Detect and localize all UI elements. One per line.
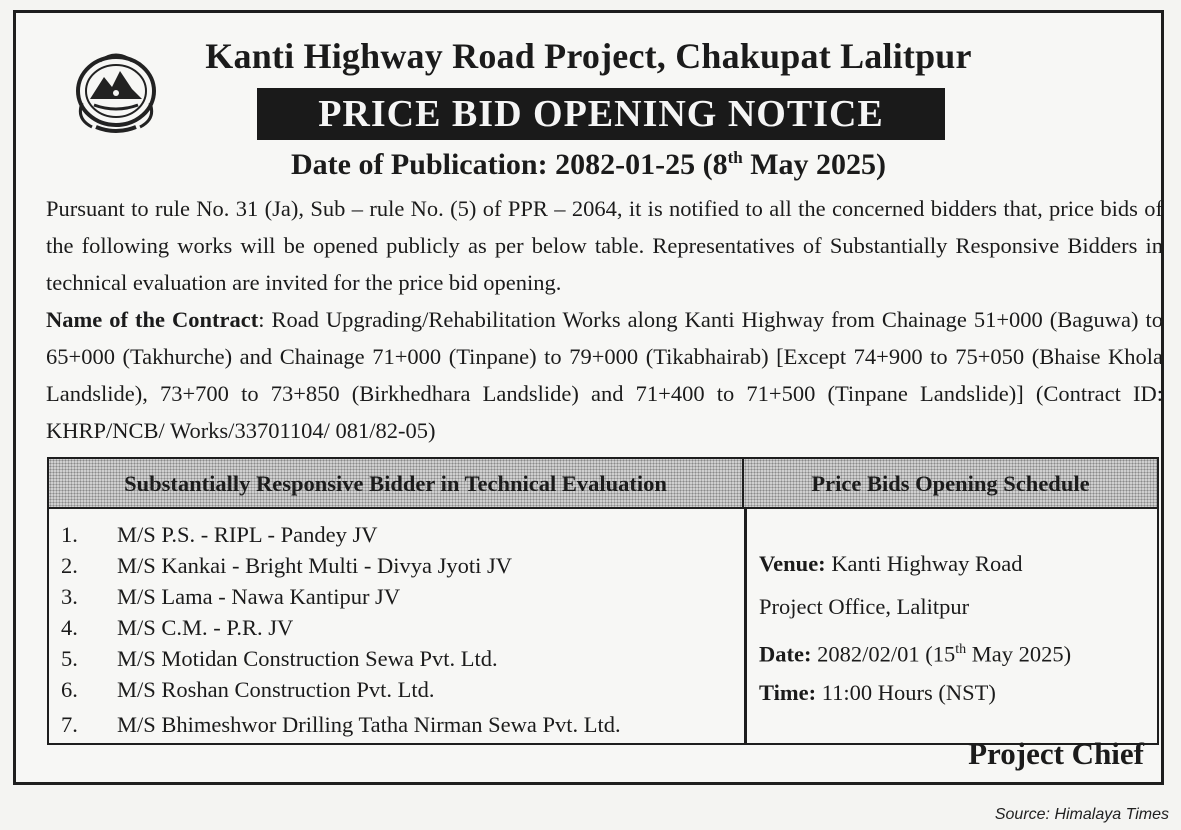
intro-paragraph: Pursuant to rule No. 31 (Ja), Sub – rule No. (5) of PPR – 2064, it is notified to all the concerned bidders that, price bids of the following works will be opened publicly as per below table. Representatives of Substantially Responsive Bidders in technical evaluation are invited for the price bid opening. (46, 196, 1163, 295)
publication-date-suffix: May 2025) (742, 148, 887, 181)
bidder-name: M/S Motidan Construction Sewa Pvt. Ltd. (117, 646, 498, 671)
bidder-number: 3. (61, 584, 78, 609)
date-suffix: May 2025) (966, 641, 1072, 667)
date-prefix: 2082/02/01 (15 (811, 641, 956, 667)
bidder-row (61, 519, 621, 550)
bidder-row (61, 643, 621, 674)
date-line (759, 628, 1071, 671)
bidder-name: M/S Lama - Nawa Kantipur JV (117, 584, 401, 609)
bidder-name: M/S C.M. - P.R. JV (117, 615, 294, 640)
bidder-number: 7. (61, 712, 78, 737)
time-label: Time: (759, 680, 817, 705)
publication-date-prefix: Date of Publication: 2082-01-25 (8 (290, 148, 728, 181)
schedule-column-header: Price Bids Opening Schedule (744, 459, 1157, 509)
contract-paragraph (46, 301, 1163, 449)
bidder-name: M/S P.S. - RIPL - Pandey JV (117, 522, 378, 547)
contract-text: : Road Upgrading/Rehabilitation Works along Kanti Highway from Chainage 51+000 (Baguwa) to 65+000 (Takhurche) and Chainage 71+000 (Tinpane) to 79+000 (Tikabhairab) [Except 74+900 to 75+050 (Bhaise Khola Landslide), 73+700 to 73+850 (Birkhedhara Landslide) and 71+400 to 71+500 (Tinpane Landslide)] (Contract ID: KHRP/NCB/ Works/33701104/ 081/82-05) (46, 307, 1163, 443)
bidder-row (61, 612, 621, 643)
bidder-number: 4. (61, 615, 78, 640)
date-sup: th (955, 642, 967, 657)
time-line (759, 671, 1071, 714)
bidder-name: M/S Kankai - Bright Multi - Divya Jyoti JV (117, 553, 512, 578)
publication-date (16, 148, 1161, 182)
bidder-name: M/S Bhimeshwor Drilling Tatha Nirman Sewa Pvt. Ltd. (117, 712, 621, 737)
venue-value: Kanti Highway Road (825, 551, 1023, 576)
source-credit: Source: Himalaya Times (994, 806, 1169, 823)
publication-date-sup: th (727, 148, 743, 167)
bidder-number: 6. (61, 677, 78, 702)
bidder-row (61, 550, 621, 581)
bid-table (47, 457, 1159, 745)
notice-frame (13, 10, 1164, 785)
bidder-row (61, 674, 621, 705)
time-value: 11:00 Hours (NST) (816, 680, 996, 705)
date-label: Date: (759, 641, 812, 667)
bidder-name: M/S Roshan Construction Pvt. Ltd. (117, 677, 435, 702)
opening-schedule (759, 542, 1071, 714)
venue-line-2: Project Office, Lalitpur (759, 594, 970, 619)
bidder-list (61, 519, 621, 740)
bidder-number: 5. (61, 646, 78, 671)
venue-label: Venue: (759, 551, 826, 576)
column-divider (744, 509, 747, 743)
bidders-column-header: Substantially Responsive Bidder in Technical Evaluation (49, 459, 744, 509)
bidder-number: 1. (61, 522, 78, 547)
contract-label: Name of the Contract (46, 307, 259, 332)
bidder-row (61, 581, 621, 612)
signatory: Project Chief (968, 736, 1144, 771)
venue-line (759, 542, 1071, 585)
bidder-row (61, 709, 621, 740)
organization-name: Kanti Highway Road Project, Chakupat Lalitpur (205, 36, 972, 76)
bidder-number: 2. (61, 553, 78, 578)
notice-title: PRICE BID OPENING NOTICE (257, 88, 945, 140)
